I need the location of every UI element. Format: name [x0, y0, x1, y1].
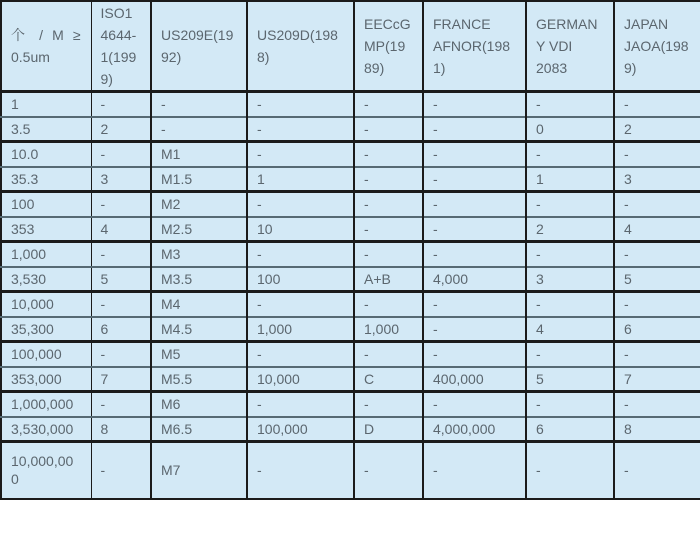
table-cell: M6 — [151, 392, 247, 417]
table-cell: D — [354, 417, 423, 442]
table-cell: - — [354, 142, 423, 167]
table-cell: - — [423, 92, 526, 117]
table-cell: - — [614, 242, 700, 267]
table-cell: - — [526, 92, 614, 117]
table-cell: 4 — [526, 317, 614, 342]
table-cell: - — [247, 142, 354, 167]
table-cell: - — [354, 442, 423, 499]
table-body — [1, 92, 700, 499]
table-cell: 1,000 — [11, 246, 47, 263]
table-cell: M2 — [151, 192, 247, 217]
table-cell: - — [423, 317, 526, 342]
table-row — [1, 192, 700, 217]
table-cell: 8 — [91, 417, 151, 442]
table-cell: - — [614, 142, 700, 167]
table-cell: 100,000 — [247, 417, 354, 442]
table-cell: - — [91, 142, 151, 167]
table-cell: M4 — [151, 292, 247, 317]
table-cell: - — [354, 167, 423, 192]
table-cell: - — [354, 342, 423, 367]
table-cell: - — [247, 292, 354, 317]
table-cell: 1 — [247, 167, 354, 192]
table-cell: 5 — [526, 367, 614, 392]
table-cell: 10,000,000 — [11, 453, 74, 488]
table-cell: 3 — [91, 167, 151, 192]
table-cell: 1 — [526, 167, 614, 192]
column-header-us209e: US209E(1992) — [151, 1, 247, 92]
table-cell: M7 — [151, 442, 247, 499]
table-cell: 8 — [614, 417, 700, 442]
table-cell: - — [354, 292, 423, 317]
table-row — [1, 317, 700, 342]
table-row — [1, 417, 700, 442]
table-cell: - — [354, 392, 423, 417]
table-cell: 10 — [247, 217, 354, 242]
table-cell: - — [423, 142, 526, 167]
table-row — [1, 217, 700, 242]
table-cell: 10.0 — [11, 146, 39, 163]
table-cell: M5 — [151, 342, 247, 367]
table-cell: 4,000,000 — [423, 417, 526, 442]
table-cell: - — [91, 392, 151, 417]
table-cell: - — [423, 217, 526, 242]
table-cell: - — [526, 392, 614, 417]
table-cell: A+B — [354, 267, 423, 292]
table-cell: - — [91, 442, 151, 499]
table-cell: - — [247, 242, 354, 267]
table-cell: - — [247, 92, 354, 117]
table-cell: - — [526, 242, 614, 267]
table-cell: - — [354, 192, 423, 217]
table-cell: - — [354, 242, 423, 267]
table-row — [1, 117, 700, 142]
table-row — [1, 167, 700, 192]
table-cell: - — [526, 342, 614, 367]
header-row — [1, 1, 700, 92]
table-cell: - — [423, 242, 526, 267]
table-cell: 6 — [526, 417, 614, 442]
table-cell: M5.5 — [151, 367, 247, 392]
table-cell: 2 — [91, 117, 151, 142]
table-cell: 353,000 — [11, 370, 62, 387]
table-cell: 35,300 — [11, 320, 54, 337]
table-row — [1, 392, 700, 417]
table-cell: 3 — [614, 167, 700, 192]
table-cell: - — [354, 92, 423, 117]
table-cell: - — [526, 442, 614, 499]
table-cell: - — [91, 242, 151, 267]
table-cell: 353 — [11, 220, 35, 237]
table-cell: - — [423, 292, 526, 317]
table-cell: 100,000 — [11, 346, 62, 363]
table-cell: M1 — [151, 142, 247, 167]
table-cell: 2 — [526, 217, 614, 242]
column-header-us209d: US209D(1988) — [247, 1, 354, 92]
table-cell: 35.3 — [11, 170, 39, 187]
table-cell: M2.5 — [151, 217, 247, 242]
table-row — [1, 292, 700, 317]
table-cell: 1,000 — [354, 317, 423, 342]
table-cell: 2 — [614, 117, 700, 142]
table-cell: - — [247, 342, 354, 367]
table-cell: - — [614, 392, 700, 417]
table-cell: 3 — [526, 267, 614, 292]
table-cell: - — [423, 392, 526, 417]
table-cell: M3.5 — [151, 267, 247, 292]
table-cell: - — [423, 442, 526, 499]
column-header-japan-jaoa: JAPAN JAOA(1989) — [614, 1, 700, 92]
table-cell: - — [526, 142, 614, 167]
table-cell: 4 — [614, 217, 700, 242]
column-header-france-afnor: FRANCE AFNOR(1981) — [423, 1, 526, 92]
table-cell: 4,000 — [423, 267, 526, 292]
table-cell: - — [526, 292, 614, 317]
table-cell: 400,000 — [423, 367, 526, 392]
table-cell: 5 — [91, 267, 151, 292]
column-header-particle-count: 个 / M ≥ 0.5um — [11, 27, 81, 65]
table-cell: - — [614, 442, 700, 499]
table-cell: - — [247, 117, 354, 142]
table-cell: - — [614, 292, 700, 317]
table-cell: M4.5 — [151, 317, 247, 342]
table-cell: - — [91, 92, 151, 117]
table-cell: 0 — [526, 117, 614, 142]
table-cell: - — [423, 192, 526, 217]
table-cell: M3 — [151, 242, 247, 267]
table-cell: - — [247, 442, 354, 499]
table-cell: - — [614, 192, 700, 217]
table-cell: M1.5 — [151, 167, 247, 192]
table-cell: - — [151, 92, 247, 117]
table-row — [1, 242, 700, 267]
table-cell: - — [614, 342, 700, 367]
table-cell: 1 — [11, 96, 19, 113]
table-cell: 3,530 — [11, 270, 47, 287]
table-row — [1, 367, 700, 392]
table-cell: 1,000 — [247, 317, 354, 342]
table-header — [1, 1, 700, 92]
table-row — [1, 142, 700, 167]
table-cell: M6.5 — [151, 417, 247, 442]
table-cell: - — [91, 192, 151, 217]
table-row — [1, 342, 700, 367]
table-cell: - — [91, 342, 151, 367]
table-row — [1, 442, 700, 499]
table-cell: C — [354, 367, 423, 392]
table-cell: 100 — [11, 196, 35, 213]
table-cell: 7 — [91, 367, 151, 392]
table-cell: - — [614, 92, 700, 117]
table-cell: - — [423, 117, 526, 142]
table-cell: 7 — [614, 367, 700, 392]
table-cell: - — [91, 292, 151, 317]
column-header-germany-vdi: GERMANY VDI 2083 — [526, 1, 614, 92]
table-cell: 5 — [614, 267, 700, 292]
table-cell: - — [151, 117, 247, 142]
table-cell: 6 — [91, 317, 151, 342]
table-cell: 10,000 — [11, 296, 54, 313]
table-cell: 4 — [91, 217, 151, 242]
table-cell: 6 — [614, 317, 700, 342]
table-row — [1, 92, 700, 117]
table-cell: - — [247, 192, 354, 217]
column-header-eec-cgmp: EECcGMP(1989) — [354, 1, 423, 92]
table-cell: - — [354, 217, 423, 242]
table-cell: 10,000 — [247, 367, 354, 392]
column-header-iso14644: ISO14644-1(1999) — [91, 1, 151, 92]
table-cell: 3,530,000 — [11, 420, 74, 437]
table-cell: - — [247, 392, 354, 417]
table-cell: 3.5 — [11, 120, 31, 137]
table-cell: - — [423, 167, 526, 192]
table-cell: - — [526, 192, 614, 217]
table-cell: 100 — [247, 267, 354, 292]
table-cell: 1,000,000 — [11, 396, 74, 413]
table-row — [1, 267, 700, 292]
table-cell: - — [423, 342, 526, 367]
table-cell: - — [354, 117, 423, 142]
